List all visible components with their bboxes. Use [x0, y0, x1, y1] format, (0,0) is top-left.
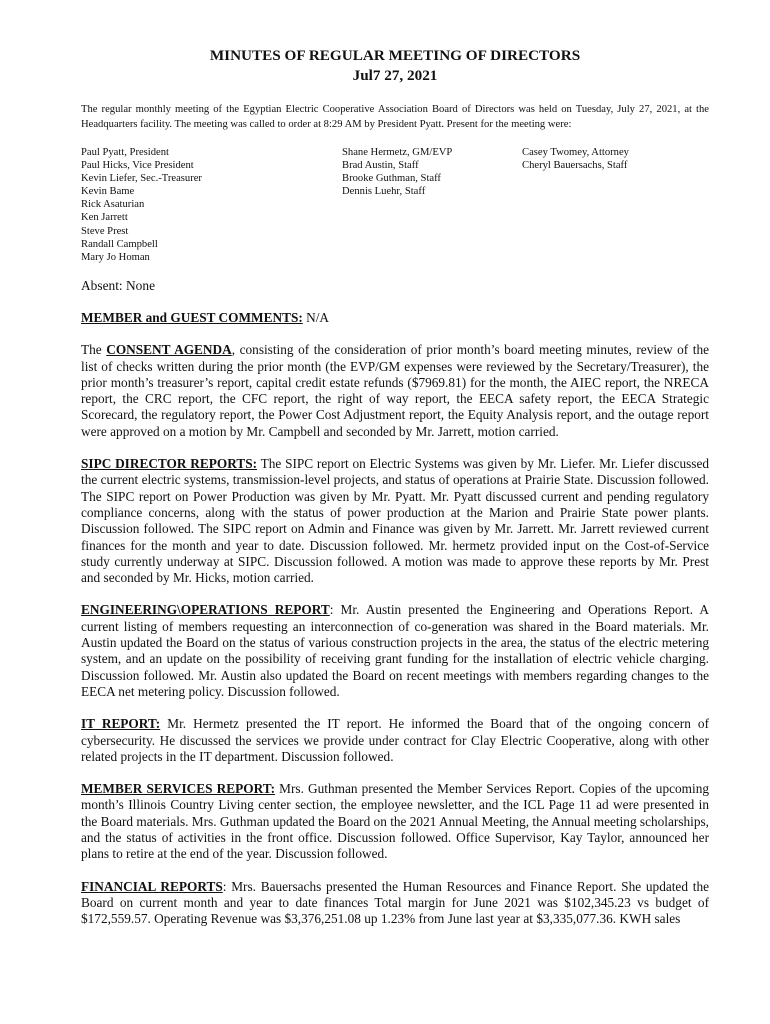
financial-reports-section [81, 879, 709, 928]
section-text: The SIPC report on Electric Systems was given by Mr. Liefer. Mr. Liefer discussed the current electric systems, transmission-level projects, and status of operations at Prairie State. Discussion followed. The SIPC report on Power Production was given by Mr. Pyatt. Mr. Pyatt discussed current and pending regulatory compliance concerns, along with the status of power production at the Marion and Prairie State power plants. Discussion followed. The SIPC report on Admin and Finance was given by Mr. Jarrett. Mr. Jarrett reviewed current finances for the month and year to date. Discussion followed. Mr. hermetz provided input on the Cost-of-Service study currently underway at SIPC. Discussion followed. A motion was made to approve these reports by Mr. Prest and seconded by Mr. Hicks, motion carried. [81, 456, 709, 586]
intro-paragraph: The regular monthly meeting of the Egyptian Electric Cooperative Association Board of Directors was held on Tuesday, July 27, 2021, at the Headquarters facility. The meeting was called to order at 8:29 AM by President Pyatt. Present for the meeting were: [81, 104, 709, 130]
section-heading: SIPC DIRECTOR REPORTS: [81, 456, 258, 472]
attendee: Paul Hicks, Vice President [81, 160, 194, 172]
section-heading: ENGINEERING\OPERATIONS REPORT [81, 602, 330, 618]
section-prefix: The [81, 342, 107, 358]
attendee: Casey Twomey, Attorney [522, 147, 629, 158]
absent-line: Absent: None [81, 278, 156, 293]
attendee: Kevin Liefer, Sec.-Treasurer [81, 173, 202, 185]
section-heading: MEMBER SERVICES REPORT: [81, 781, 276, 797]
sipc-reports-section [81, 456, 709, 586]
attendee: Ken Jarrett [81, 212, 128, 224]
section-text: Mr. Hermetz presented the IT report. He informed the Board that of the ongoing concern of cybersecurity. He discussed the services we provide under contract for Clay Electric Cooperative, along with other related projects in the IT department. Discussion followed. [81, 716, 709, 764]
attendee: Cheryl Bauersachs, Staff [522, 160, 628, 172]
consent-agenda-section [81, 342, 709, 440]
attendee: Steve Prest [81, 225, 129, 237]
section-heading: MEMBER and GUEST COMMENTS: [81, 310, 303, 325]
it-report-section [81, 716, 709, 765]
attendee: Dennis Luehr, Staff [342, 186, 426, 198]
others-column [522, 146, 629, 172]
attendee: Brooke Guthman, Staff [342, 173, 441, 185]
attendee: Kevin Bame [81, 186, 135, 198]
attendee: Rick Asaturian [81, 199, 145, 211]
section-heading: CONSENT AGENDA [106, 342, 232, 358]
meeting-date: Jul7 27, 2021 [352, 67, 438, 84]
attendee-list [81, 146, 709, 264]
staff-column [342, 146, 452, 198]
section-heading: FINANCIAL REPORTS [81, 878, 223, 894]
document-title: MINUTES OF REGULAR MEETING OF DIRECTORS [209, 47, 581, 64]
engineering-section [81, 602, 709, 700]
attendee: Randall Campbell [81, 238, 158, 250]
attendee: Shane Hermetz, GM/EVP [342, 147, 453, 158]
section-text: : Mr. Austin presented the Engineering and Operations Report. A current listing of members requesting an interconnection of co-generation was shared in the Board materials. Mr. Austin updated the Board on the status of various construction projects in the area, the status of the electric metering system, and an update on the possibility of receiving grant funding for the installation of electric vehicle charging. Discussion followed. Mr. Austin also updated the Board on recent meetings with members regarding changes to the EECA net metering policy. Discussion followed. [81, 602, 709, 699]
section-text: N/A [302, 310, 330, 325]
member-services-section [81, 781, 709, 862]
directors-column [81, 146, 202, 264]
section-text: : Mrs. Bauersachs presented the Human Resources and Finance Report. She updated the Board on current month and year to date finances Total margin for June 2021 was $102,345.23 vs budget of $172,559.57. Operating Revenue was $3,376,251.08 up 1.23% from June last year at $3,335,077.36. KWH sales [81, 878, 709, 927]
section-heading: IT REPORT: [81, 716, 161, 732]
attendee: Mary Jo Homan [81, 251, 150, 263]
attendee: Paul Pyatt, President [81, 147, 169, 158]
section-text: Mrs. Guthman presented the Member Services Report. Copies of the upcoming month’s Illinois Country Living center section, the employee newsletter, and the ICL Page 11 ad were presented in the Board materials. Mrs. Guthman updated the Board on the 2021 Annual Meeting, the Annual meeting scholarships, and the status of activities in the front office. Discussion followed. Office Supervisor, Kay Taylor, announced her plans to retire at the end of the year. Discussion followed. [81, 781, 709, 862]
document-page [81, 46, 709, 928]
section-text: , consisting of the consideration of prior month’s board meeting minutes, review of the list of checks written during the prior month (the EVP/GM expenses were reviewed by the Secretary/Treasurer), the prior month’s treasurer’s report, capital credit estate refunds ($7969.81) for the month, the AIEC report, the NRECA report, the CRC report, the CFC report, the right of way report, the EECA safety report, the EECA Strategic Scorecard, the regulatory report, the Power Cost Adjustment report, the Equity Analysis report, and the outage report were approved on a motion by Mr. Campbell and seconded by Mr. Jarrett, motion carried. [81, 342, 709, 439]
attendee: Brad Austin, Staff [342, 160, 419, 172]
member-comments-section [81, 310, 709, 326]
